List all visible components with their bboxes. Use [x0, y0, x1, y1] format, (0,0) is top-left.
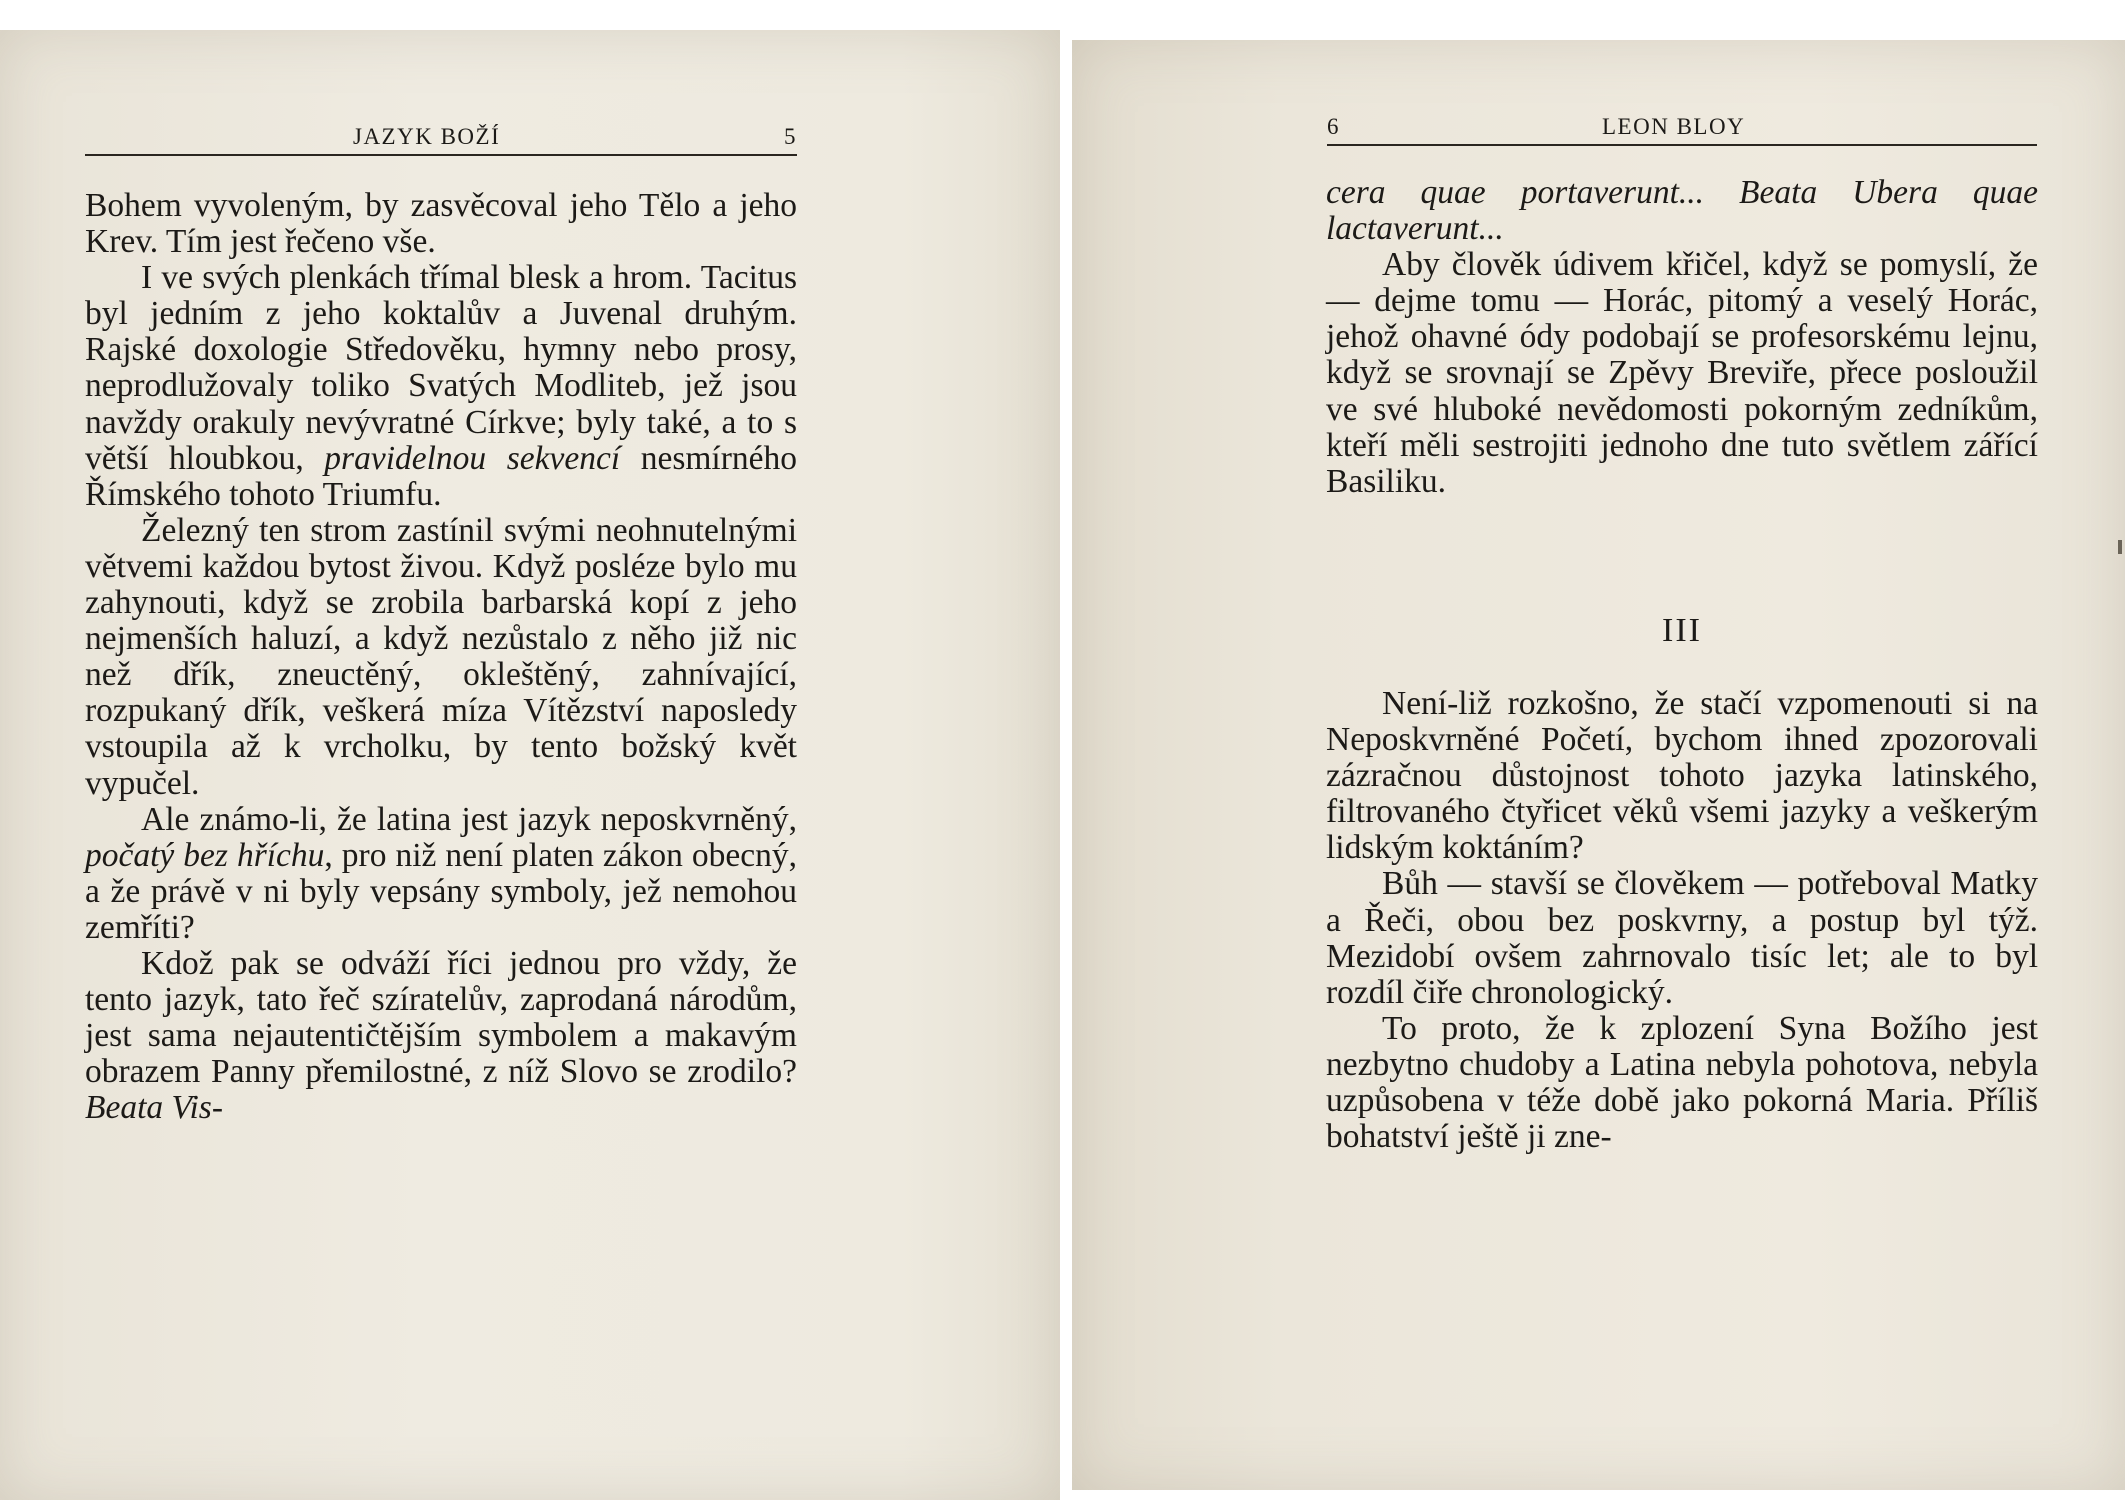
left-body-text [85, 188, 797, 1126]
right-page-number: 6 [1327, 114, 1340, 139]
right-body-text-bottom [1326, 686, 2038, 1155]
text-run: nesmírného Římského tohoto Triumfu. [85, 439, 798, 513]
right-running-head [1327, 110, 2037, 146]
text-run: Ale známo-li, že latina jest jazyk neposkvrněný, [141, 800, 797, 838]
paragraph [1326, 686, 2038, 866]
paragraph [85, 260, 797, 513]
text-run: I ve svých plenkách třímal blesk a hrom. Tacitus byl jedním z jeho koktalův a Juvenal druhým. Rajské doxologie Středověku, hymny nebo prosy, neprodlužovaly toliko Svatých Modliteb, jež jsou navždy orakuly nevývratné Církve; byly také, a to s větší hloubkou, [85, 259, 797, 477]
italic-text: počatý bez hříchu [85, 836, 325, 874]
paragraph [85, 513, 797, 802]
text-run: To proto, že k zplození Syna Božího jest nezbytno chudoby a Latina nebyla pohotova, nebyla uzpůsobena v téže době jako pokorná Maria. Příliš bohatství ještě ji zne- [1326, 1009, 2038, 1156]
page-edge-mark [2118, 540, 2122, 554]
text-run: Kdož pak se odváží říci jednou pro vždy, že tento jazyk, tato řeč szíratelův, zaprodaná národům, jest sama nejautentičtějším symbolem a makavým obrazem Panny přemilostné, z níž Slovo se zrodilo? [85, 944, 797, 1091]
text-run: Železný ten strom zastínil svými neohnutelnými větvemi každou bytost živou. Když posléze bylo mu zahynouti, když se zrobila barbarská kopí z jeho nejmenších haluzí, a když nezůstalo z něho již nic než dřík, zneuctěný, okleštěný, zahnívající, rozpukaný dřík, veškerá míza Vítězství naposledy vstoupila až k vrcholku, by tento božský květ vypučel. [85, 511, 797, 802]
right-body-text-top [1326, 175, 2038, 500]
text-run: Není-liž rozkošno, že stačí vzpomenouti si na Neposkvrněné Početí, bychom ihned zpozorovali zázračnou důstojnost tohoto jazyka latinského, filtrovaného čtyřicet věků všemi jazyky a veškerým lidským koktáním? [1326, 685, 2038, 867]
left-page-number: 5 [784, 124, 797, 149]
paragraph [1326, 866, 2038, 1010]
text-run: Aby člověk údivem křičel, když se pomyslí, že — dejme tomu — Horác, pitomý a veselý Horác, jehož ohavné ódy podobají se profesorskému lejnu, když se srovnají se Zpěvy Breviře, přece posloužil ve své hluboké nevědomosti pokorným zedníkům, kteří měli sestrojiti jednoho dne tuto světlem zářící Basiliku. [1326, 246, 2038, 500]
left-header-title: JAZYK BOŽÍ [353, 124, 501, 149]
italic-text: pravidelnou sekvencí [324, 439, 621, 477]
left-running-head [85, 120, 797, 156]
book-gutter [1060, 0, 1072, 1500]
paragraph [1326, 175, 2038, 247]
paragraph [85, 946, 797, 1126]
paragraph [1326, 247, 2038, 500]
paragraph [1326, 1011, 2038, 1155]
paragraph [85, 802, 797, 946]
italic-text: Beata Vis- [85, 1089, 223, 1127]
text-run: Bůh — stavší se člověkem — potřeboval Matky a Řeči, obou bez poskvrny, a postup byl týž. Mezidobí ovšem zahrnovalo tisíc let; ale to byl rozdíl čiře chronologický. [1326, 865, 2038, 1011]
italic-text: cera quae portaverunt... Beata Ubera quae lactaverunt... [1326, 174, 2038, 248]
chapter-number: III [1662, 612, 1702, 649]
text-run: Bohem vyvoleným, by zasvěcoval jeho Tělo a jeho Krev. Tím jest řečeno vše. [85, 187, 797, 261]
right-header-title: LEON BLOY [1602, 114, 1746, 139]
paragraph [85, 188, 797, 260]
text-run: , pro niž není platen zákon obecný, a že právě v ni byly vepsány symboly, jež nemohou zemříti? [85, 836, 797, 946]
